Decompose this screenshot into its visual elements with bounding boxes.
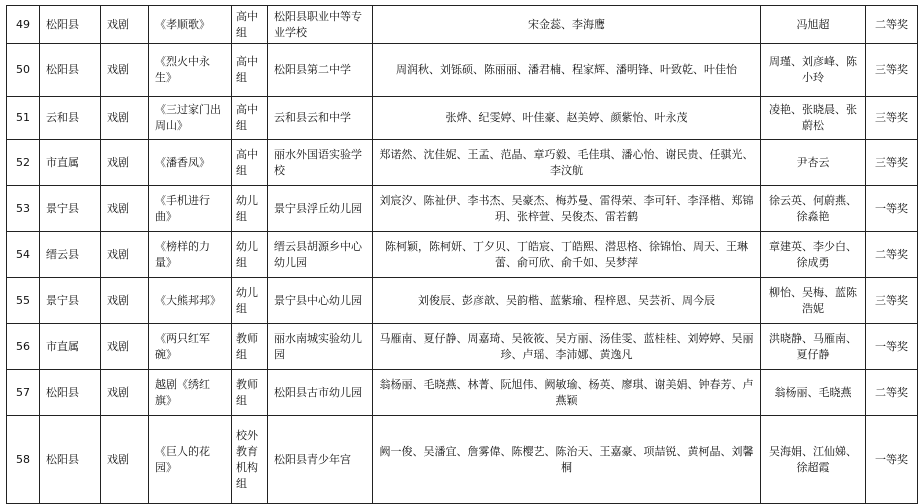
category-cell: 戏剧 xyxy=(101,324,149,370)
county-cell: 松阳县 xyxy=(40,6,101,44)
awards-table xyxy=(6,5,918,504)
work-title-cell: 越剧《绣红旗》 xyxy=(149,370,232,416)
members-cell: 周润秋、刘铄硕、陈丽丽、潘君楠、程家辉、潘明锋、叶致乾、叶佳怡 xyxy=(373,44,761,97)
row-number: 55 xyxy=(7,278,40,324)
teacher-cell: 章建英、李少白、徐成勇 xyxy=(761,232,866,278)
table-row xyxy=(7,278,918,324)
group-cell: 高中组 xyxy=(232,44,268,97)
county-cell: 市直属 xyxy=(40,140,101,186)
category-cell: 戏剧 xyxy=(101,370,149,416)
school-cell: 松阳县职业中等专业学校 xyxy=(268,6,373,44)
award-cell: 一等奖 xyxy=(866,416,918,504)
category-cell: 戏剧 xyxy=(101,6,149,44)
members-cell: 宋金蕊、李海鹰 xyxy=(373,6,761,44)
group-cell: 教师组 xyxy=(232,324,268,370)
county-cell: 缙云县 xyxy=(40,232,101,278)
county-cell: 松阳县 xyxy=(40,44,101,97)
award-cell: 二等奖 xyxy=(866,6,918,44)
row-number: 54 xyxy=(7,232,40,278)
school-cell: 松阳县古市幼儿园 xyxy=(268,370,373,416)
table-row xyxy=(7,232,918,278)
work-title-cell: 《大熊邦邦》 xyxy=(149,278,232,324)
row-number: 57 xyxy=(7,370,40,416)
category-cell: 戏剧 xyxy=(101,140,149,186)
teacher-cell: 吴海娟、江仙娣、徐超霞 xyxy=(761,416,866,504)
teacher-cell: 尹杏云 xyxy=(761,140,866,186)
group-cell: 幼儿组 xyxy=(232,186,268,232)
work-title-cell: 《潘香凤》 xyxy=(149,140,232,186)
teacher-cell: 洪晓静、马雁南、夏仔静 xyxy=(761,324,866,370)
school-cell: 松阳县第二中学 xyxy=(268,44,373,97)
award-cell: 二等奖 xyxy=(866,370,918,416)
row-number: 52 xyxy=(7,140,40,186)
group-cell: 高中组 xyxy=(232,6,268,44)
county-cell: 市直属 xyxy=(40,324,101,370)
work-title-cell: 《三过家门出周山》 xyxy=(149,97,232,140)
table-row xyxy=(7,44,918,97)
county-cell: 景宁县 xyxy=(40,278,101,324)
county-cell: 云和县 xyxy=(40,97,101,140)
work-title-cell: 《手机进行曲》 xyxy=(149,186,232,232)
members-cell: 刘俊辰、彭彦歆、吴韵楷、蓝紫瑜、程梓恩、吴芸祈、周今辰 xyxy=(373,278,761,324)
school-cell: 景宁县浮丘幼儿园 xyxy=(268,186,373,232)
group-cell: 高中组 xyxy=(232,140,268,186)
award-cell: 三等奖 xyxy=(866,278,918,324)
category-cell: 戏剧 xyxy=(101,44,149,97)
group-cell: 校外教育机构组 xyxy=(232,416,268,504)
table-row xyxy=(7,6,918,44)
members-cell: 翁杨丽、毛晓燕、林菁、阮旭伟、阙敏瑜、杨英、廖琪、谢美娟、钟春芳、卢燕颖 xyxy=(373,370,761,416)
teacher-cell: 冯旭超 xyxy=(761,6,866,44)
members-cell: 马雁南、夏仔静、周嘉琦、吴筱筱、吴方丽、汤佳雯、蓝桂桂、刘婷婷、吴丽珍、卢瑶、李沛娜、黄逸凡 xyxy=(373,324,761,370)
row-number: 53 xyxy=(7,186,40,232)
work-title-cell: 《烈火中永生》 xyxy=(149,44,232,97)
school-cell: 丽水南城实验幼儿园 xyxy=(268,324,373,370)
category-cell: 戏剧 xyxy=(101,232,149,278)
work-title-cell: 《巨人的花园》 xyxy=(149,416,232,504)
members-cell: 刘宸汐、陈祉伊、李书杰、吴豪杰、梅苏曼、雷得荣、李可轩、李泽楷、郑锦玥、张梓萱、吴俊杰、雷若鹤 xyxy=(373,186,761,232)
award-cell: 三等奖 xyxy=(866,97,918,140)
teacher-cell: 周瑾、刘彦峰、陈小玲 xyxy=(761,44,866,97)
county-cell: 松阳县 xyxy=(40,370,101,416)
table-row xyxy=(7,370,918,416)
group-cell: 幼儿组 xyxy=(232,278,268,324)
teacher-cell: 翁杨丽、毛晓燕 xyxy=(761,370,866,416)
table-row xyxy=(7,324,918,370)
members-cell: 郑诺然、沈佳妮、王孟、范晶、章巧毅、毛佳琪、潘心怡、谢民贵、任骐光、李汶航 xyxy=(373,140,761,186)
row-number: 49 xyxy=(7,6,40,44)
award-cell: 三等奖 xyxy=(866,140,918,186)
table-row xyxy=(7,416,918,504)
table-row xyxy=(7,140,918,186)
award-cell: 一等奖 xyxy=(866,324,918,370)
category-cell: 戏剧 xyxy=(101,416,149,504)
table-row xyxy=(7,186,918,232)
members-cell: 张烨、纪雯婷、叶佳豪、赵美婷、颜紫怡、叶永茂 xyxy=(373,97,761,140)
category-cell: 戏剧 xyxy=(101,278,149,324)
group-cell: 高中组 xyxy=(232,97,268,140)
row-number: 56 xyxy=(7,324,40,370)
table-row xyxy=(7,97,918,140)
work-title-cell: 《榜样的力量》 xyxy=(149,232,232,278)
row-number: 58 xyxy=(7,416,40,504)
group-cell: 教师组 xyxy=(232,370,268,416)
members-cell: 阙一俊、吴潘宜、詹雾偉、陈樱艺、陈治天、王嘉豪、项喆锐、黄柯晶、刘馨桐 xyxy=(373,416,761,504)
group-cell: 幼儿组 xyxy=(232,232,268,278)
award-cell: 二等奖 xyxy=(866,232,918,278)
school-cell: 缙云县胡源乡中心幼儿园 xyxy=(268,232,373,278)
award-cell: 一等奖 xyxy=(866,186,918,232)
school-cell: 云和县云和中学 xyxy=(268,97,373,140)
row-number: 50 xyxy=(7,44,40,97)
county-cell: 景宁县 xyxy=(40,186,101,232)
work-title-cell: 《孝顺歌》 xyxy=(149,6,232,44)
teacher-cell: 徐云英、何蔚燕、徐淼艳 xyxy=(761,186,866,232)
school-cell: 丽水外国语实验学校 xyxy=(268,140,373,186)
teacher-cell: 凌艳、张晓晨、张蔚松 xyxy=(761,97,866,140)
row-number: 51 xyxy=(7,97,40,140)
school-cell: 松阳县青少年宫 xyxy=(268,416,373,504)
teacher-cell: 柳怡、吴梅、蓝陈浩妮 xyxy=(761,278,866,324)
county-cell: 松阳县 xyxy=(40,416,101,504)
work-title-cell: 《两只红军碗》 xyxy=(149,324,232,370)
category-cell: 戏剧 xyxy=(101,97,149,140)
members-cell: 陈柯颖，陈柯妍、丁夕贝、丁皓宸、丁皓熙、潜思格、徐锦怡、周天、王琳蕾、俞可欣、俞千如、吴梦萍 xyxy=(373,232,761,278)
category-cell: 戏剧 xyxy=(101,186,149,232)
school-cell: 景宁县中心幼儿园 xyxy=(268,278,373,324)
award-cell: 三等奖 xyxy=(866,44,918,97)
